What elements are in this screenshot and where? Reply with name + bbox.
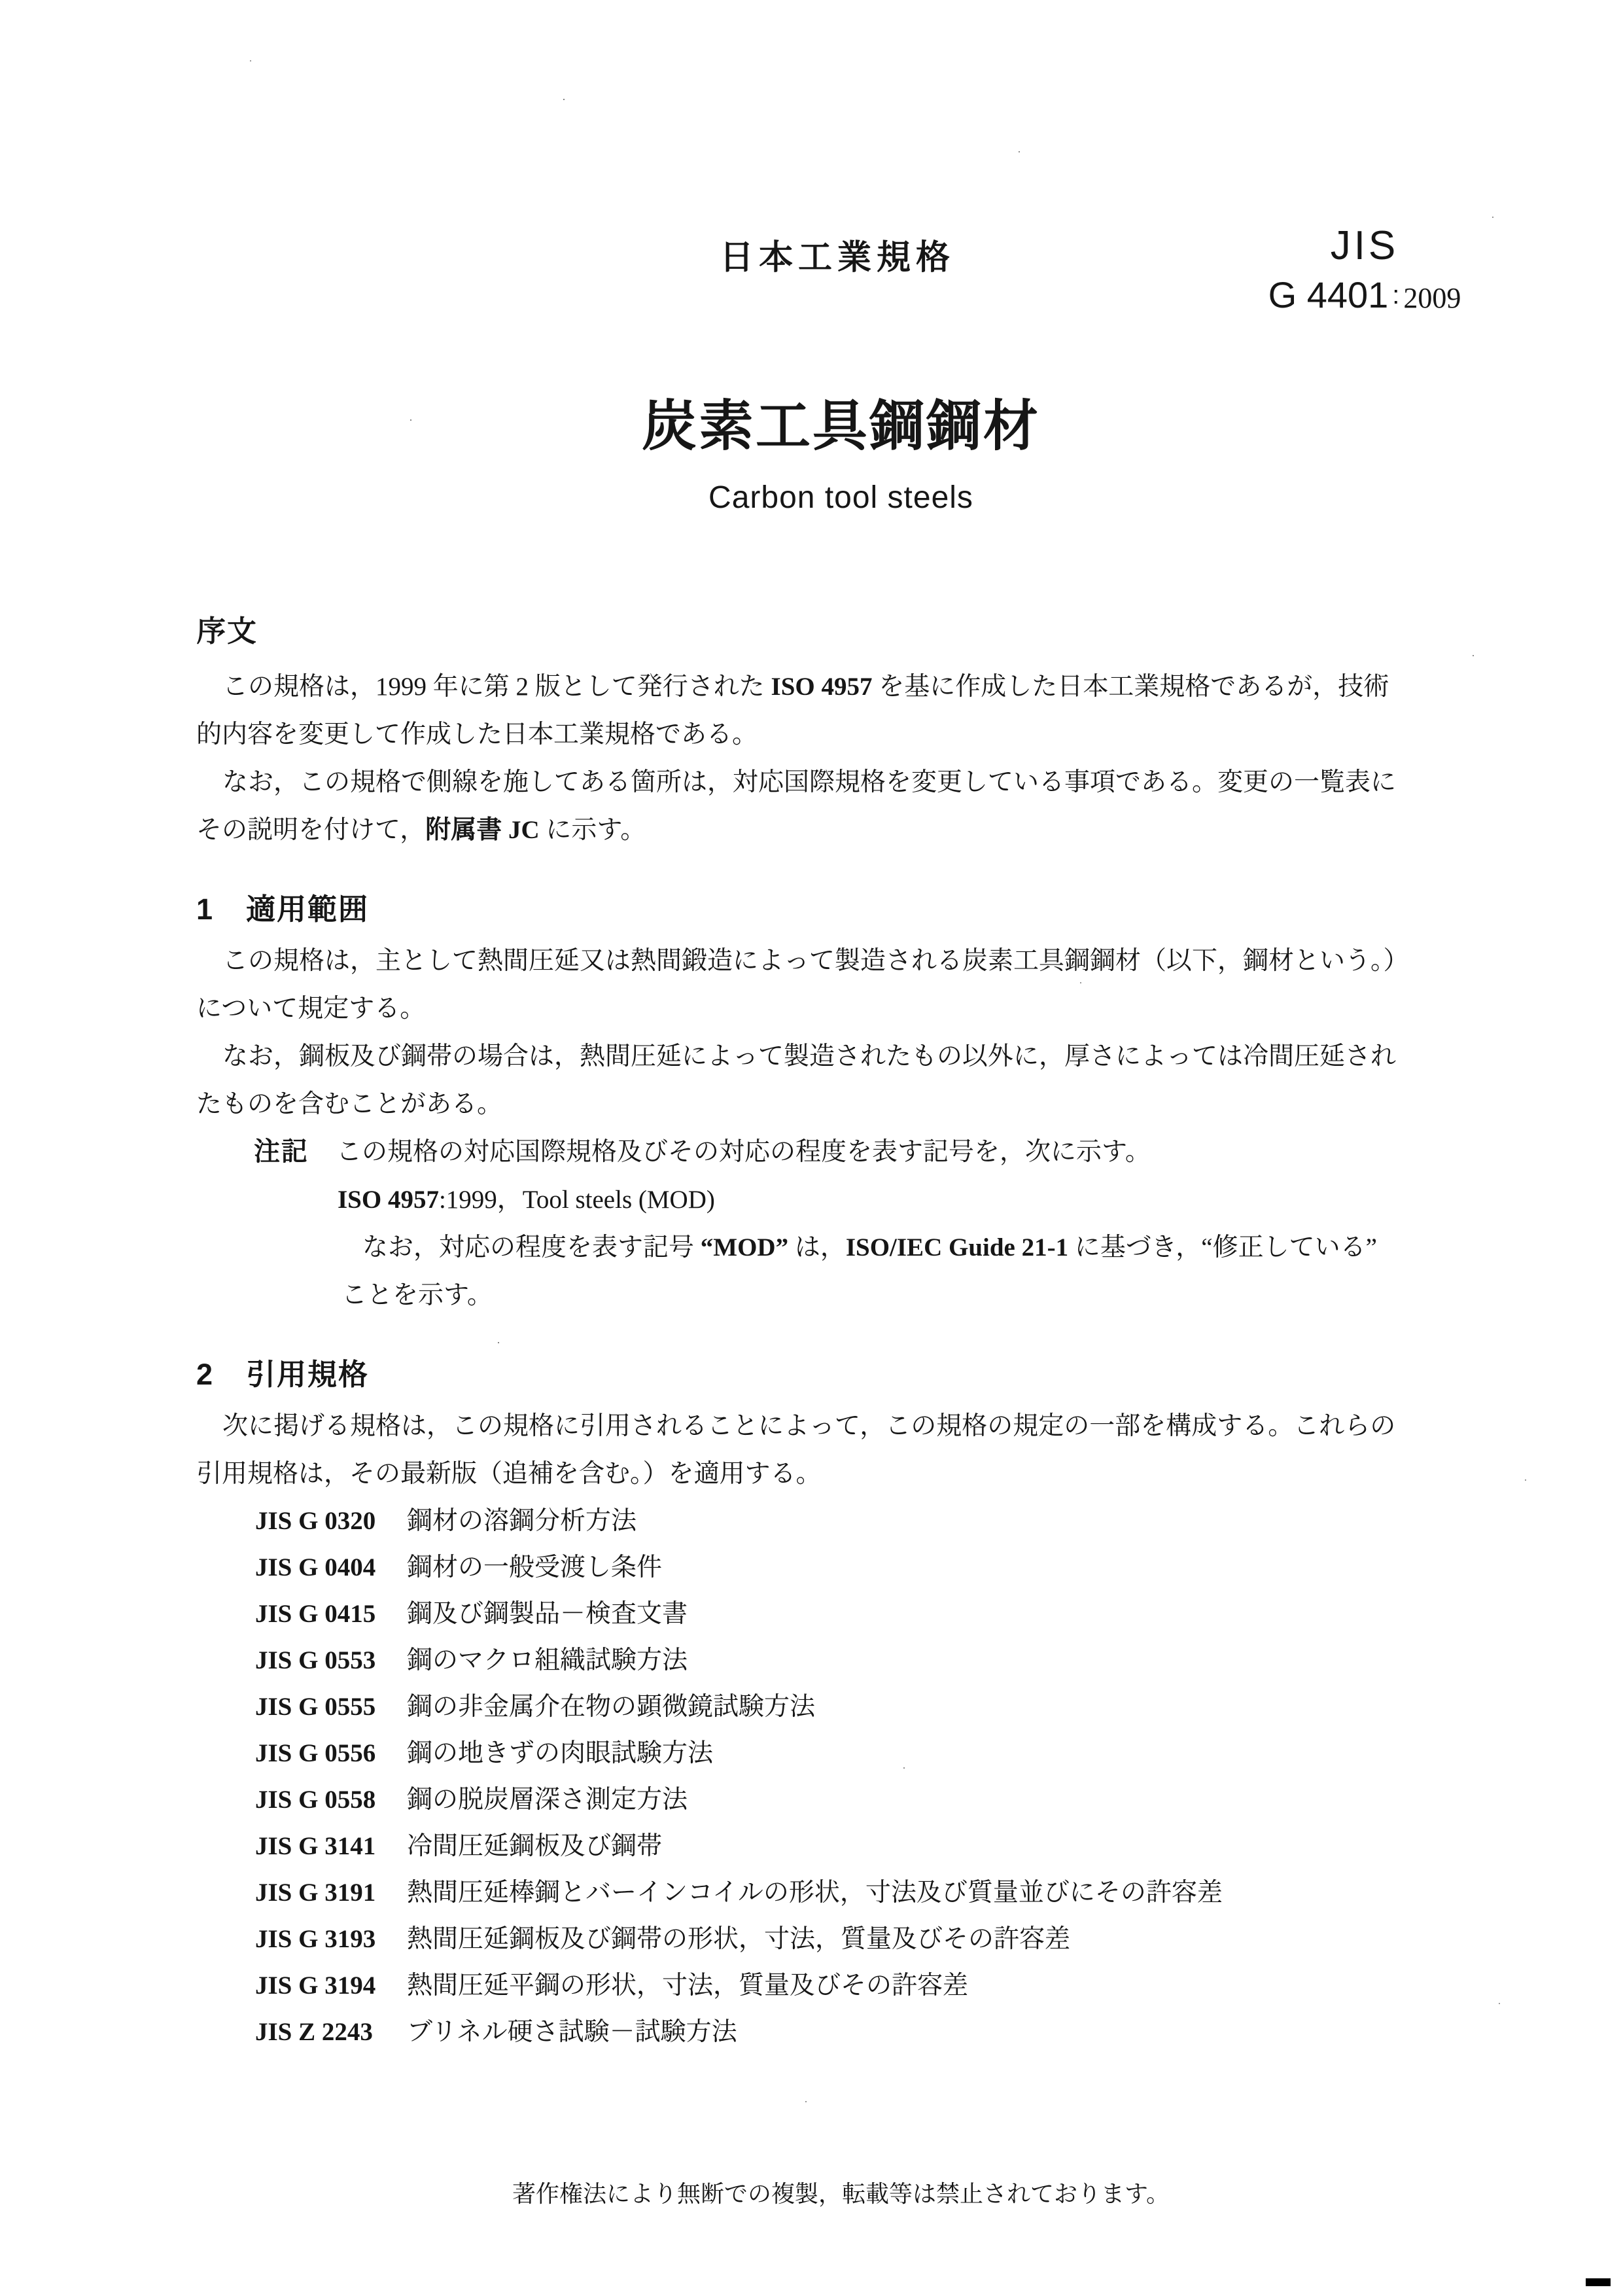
reference-row xyxy=(255,1962,1511,2009)
reference-title: 鋼の地きずの肉眼試験方法 xyxy=(407,1739,714,1767)
copyright-notice: 著作権法により無断での複製，転載等は禁止されております。 xyxy=(512,2181,1170,2207)
reference-code: JIS G 0320 xyxy=(255,1507,376,1535)
standard-year: 2009 xyxy=(1403,282,1461,314)
document-subtitle: Carbon tool steels xyxy=(708,480,973,516)
section2-paragraph-1 xyxy=(196,1402,1511,1498)
iso-reference: ISO 4957 xyxy=(771,673,873,701)
reference-title: 熱間圧延平鋼の形状，寸法，質量及びその許容差 xyxy=(407,1971,969,2000)
reference-title: 鋼材の一般受渡し条件 xyxy=(407,1553,663,1581)
reference-code: JIS G 3193 xyxy=(255,1925,376,1953)
text-segment: に基づき，“修正している” xyxy=(1068,1233,1377,1262)
reference-row xyxy=(255,1498,1511,1544)
text-segment: この規格は，1999 年に第 2 版として発行された xyxy=(222,673,771,701)
reference-code: JIS Z 2243 xyxy=(255,2018,373,2046)
section-title: 引用規格 xyxy=(246,1358,370,1391)
text-segment: に示す。 xyxy=(539,816,646,844)
document-body xyxy=(196,612,1511,2055)
section-number: 1 xyxy=(196,892,213,926)
note-line xyxy=(196,1128,1511,1176)
text-line: 次に掲げる規格は，この規格に引用されることによって，この規格の規定の一部を構成する。これらの xyxy=(222,1412,1396,1440)
reference-row xyxy=(255,1591,1511,1637)
section2-heading xyxy=(196,1355,1511,1394)
text-line: たものを含むことがある。 xyxy=(196,1090,503,1118)
reference-title: 鋼の非金属介在物の顕微鏡試験方法 xyxy=(407,1693,816,1721)
reference-row xyxy=(255,1730,1511,1776)
iso-reference: ISO 4957 xyxy=(338,1186,439,1214)
reference-row xyxy=(255,1684,1511,1730)
reference-title: 鋼材の溶鋼分析方法 xyxy=(407,1507,637,1535)
note-line xyxy=(196,1224,1511,1271)
reference-row xyxy=(255,1916,1511,1962)
text-segment: なお，対応の程度を表す記号 xyxy=(362,1233,701,1262)
reference-code: JIS G 0553 xyxy=(255,1646,376,1674)
reference-code: JIS G 3194 xyxy=(255,1971,376,2000)
standard-code: JIS xyxy=(1330,223,1399,268)
scan-corner-mark xyxy=(1586,2278,1611,2286)
reference-code: JIS G 0415 xyxy=(255,1600,376,1628)
standard-number-value: G 4401 xyxy=(1268,274,1389,315)
reference-row xyxy=(255,1823,1511,1869)
page-header xyxy=(0,223,1623,376)
preface-paragraph-2 xyxy=(196,758,1511,854)
text-line: について規定する。 xyxy=(196,995,426,1023)
text-line: この規格は，主として熱間圧延又は熱間鍛造によって製造される炭素工具鋼鋼材（以下，鋼材という。） xyxy=(222,947,1409,975)
reference-list xyxy=(196,1498,1511,2055)
preface-paragraph-1 xyxy=(196,663,1511,758)
standard-number-separator: : xyxy=(1392,281,1400,309)
text-line: なお，この規格で側線を施してある箇所は，対応国際規格を変更している事項である。変更の一覧表に xyxy=(222,768,1397,796)
note-label: 注記 xyxy=(254,1137,309,1166)
reference-title: 鋼及び鋼製品－検査文書 xyxy=(407,1600,688,1628)
reference-code: JIS G 3141 xyxy=(255,1832,376,1860)
annex-reference: 附属書 JC xyxy=(425,816,540,844)
mod-symbol: “MOD” xyxy=(700,1233,789,1262)
section1-note xyxy=(196,1128,1511,1319)
standards-org-label: 日本工業規格 xyxy=(720,239,956,277)
text-line: 引用規格は，その最新版（追補を含む。）を適用する。 xyxy=(196,1460,822,1488)
section1-heading xyxy=(196,890,1511,929)
text-line xyxy=(196,663,1511,711)
text-line xyxy=(196,806,1511,854)
text-segment: :1999，Tool steels (MOD) xyxy=(438,1186,715,1214)
reference-title: 冷間圧延鋼板及び鋼帯 xyxy=(407,1832,663,1860)
reference-title: 熱間圧延棒鋼とバーインコイルの形状，寸法及び質量並びにその許容差 xyxy=(407,1879,1223,1907)
section-number: 2 xyxy=(196,1358,213,1391)
reference-row xyxy=(255,1869,1511,1916)
reference-code: JIS G 0555 xyxy=(255,1693,376,1721)
note-line: ことを示す。 xyxy=(341,1281,493,1309)
note-line xyxy=(196,1176,1511,1224)
reference-title: 鋼のマクロ組織試験方法 xyxy=(407,1646,688,1674)
reference-row xyxy=(255,1544,1511,1591)
section1-paragraph-2 xyxy=(196,1033,1511,1128)
text-segment: その説明を付けて， xyxy=(196,816,426,844)
text-line: なお，鋼板及び鋼帯の場合は，熱間圧延によって製造されたもの以外に，厚さによっては冷間圧延され xyxy=(222,1042,1397,1070)
reference-code: JIS G 0556 xyxy=(255,1739,376,1767)
section-title: 適用範囲 xyxy=(246,892,370,926)
reference-title: 熱間圧延鋼板及び鋼帯の形状，寸法，質量及びその許容差 xyxy=(407,1925,1071,1953)
text-segment: を基に作成した日本工業規格であるが，技術 xyxy=(872,673,1389,701)
document-title: 炭素工具鋼鋼材 xyxy=(641,395,1040,457)
reference-row xyxy=(255,1776,1511,1823)
section1-paragraph-1 xyxy=(196,937,1511,1033)
text-line: 的内容を変更して作成した日本工業規格である。 xyxy=(196,720,758,749)
text-segment: は， xyxy=(788,1233,846,1262)
standard-id-block xyxy=(1242,223,1488,315)
reference-title: ブリネル硬さ試験－試験方法 xyxy=(407,2018,737,2046)
reference-code: JIS G 0558 xyxy=(255,1786,376,1814)
reference-row xyxy=(255,2009,1511,2055)
reference-row xyxy=(255,1637,1511,1684)
guide-reference: ISO/IEC Guide 21-1 xyxy=(845,1233,1069,1262)
reference-code: JIS G 0404 xyxy=(255,1553,376,1581)
reference-title: 鋼の脱炭層深さ測定方法 xyxy=(407,1786,688,1814)
standard-number xyxy=(1242,274,1488,315)
title-block xyxy=(196,396,1486,514)
text-segment: この規格の対応国際規格及びその対応の程度を表す記号を，次に示す。 xyxy=(336,1138,1151,1166)
preface-heading: 序文 xyxy=(196,614,258,648)
reference-code: JIS G 3191 xyxy=(255,1879,376,1907)
